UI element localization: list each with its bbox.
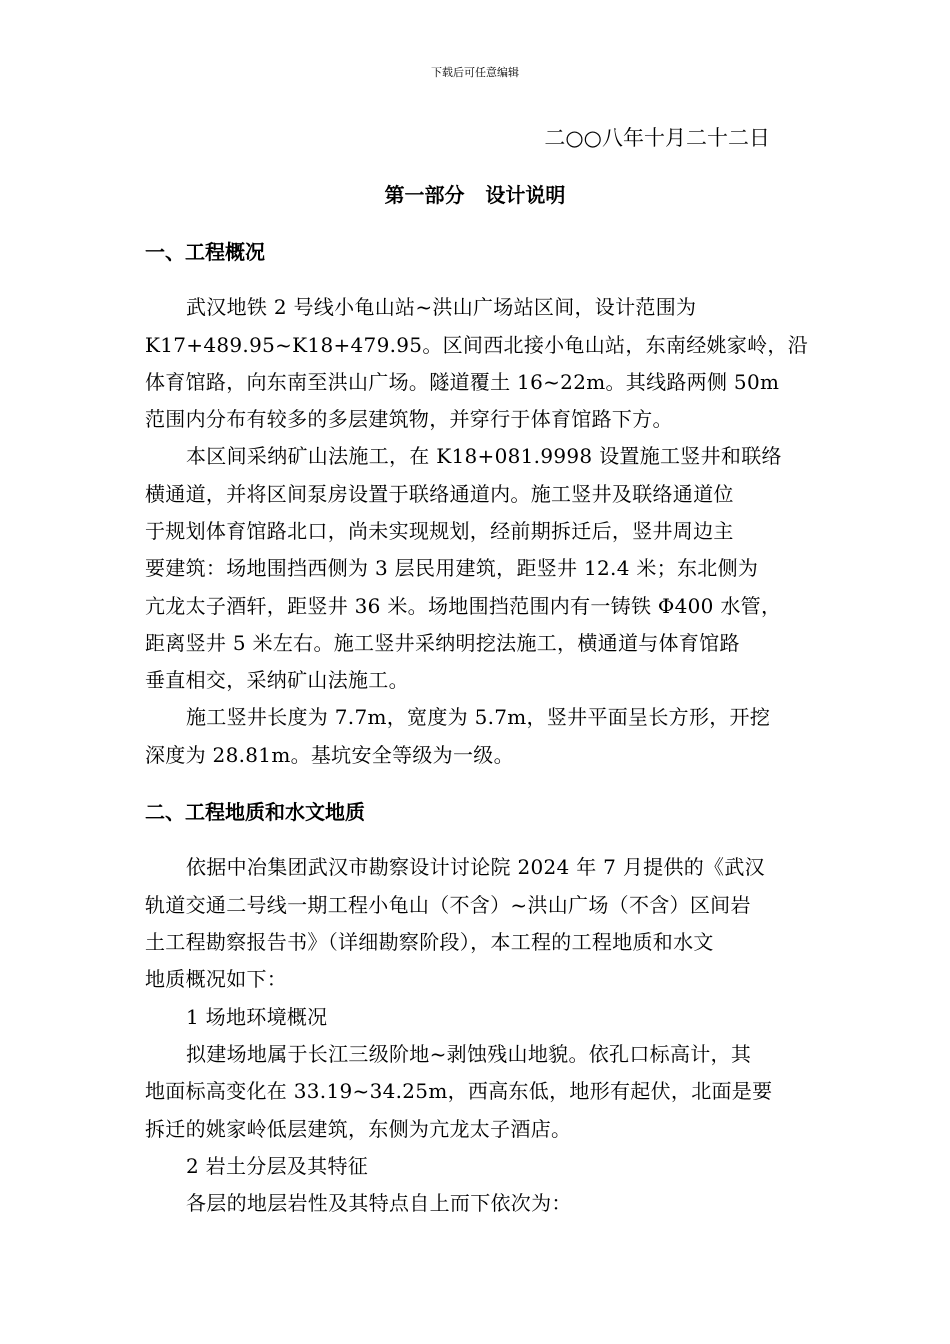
body-line: 体育馆路，向东南至洪山广场。隧道覆土 16~22m。其线路两侧 50m <box>145 370 780 394</box>
body-line: 依据中冶集团武汉市勘察设计讨论院 2024 年 7 月提供的《武汉 <box>186 855 765 879</box>
body-line: 各层的地层岩性及其特点自上而下依次为： <box>186 1191 572 1215</box>
document-date: 二○○八年十月二十二日 <box>544 126 770 150</box>
body-line: 拟建场地属于长江三级阶地~剥蚀残山地貌。依孔口标高计，其 <box>186 1042 752 1066</box>
part-title: 第一部分 设计说明 <box>384 183 566 207</box>
body-line: 横通道，并将区间泵房设置于联络通道内。施工竖井及联络通道位 <box>145 482 734 506</box>
body-line: 亢龙太子酒轩，距竖井 36 米。场地围挡范围内有一铸铁 Φ400 水管， <box>145 594 782 618</box>
section-heading-overview: 一、工程概况 <box>145 240 265 264</box>
section-heading-geology: 二、工程地质和水文地质 <box>145 800 365 824</box>
body-line: 武汉地铁 2 号线小龟山站~洪山广场站区间，设计范围为 <box>186 295 697 319</box>
page-header-note: 下载后可任意编辑 <box>431 66 519 79</box>
body-line: 轨道交通二号线一期工程小龟山（不含）~洪山广场（不含）区间岩 <box>145 893 751 917</box>
subsection-heading: 2 岩土分层及其特征 <box>186 1154 369 1178</box>
body-line: 施工竖井长度为 7.7m，宽度为 5.7m，竖井平面呈长方形，开挖 <box>186 705 771 729</box>
body-line: 拆迁的姚家岭低层建筑，东侧为亢龙太子酒店。 <box>145 1117 572 1141</box>
body-line: 深度为 28.81m。基坑安全等级为一级。 <box>145 743 514 767</box>
body-line: 本区间采纳矿山法施工，在 K18+081.9998 设置施工竖井和联络 <box>186 444 782 468</box>
body-line: 垂直相交，采纳矿山法施工。 <box>145 668 409 692</box>
body-line: 范围内分布有较多的多层建筑物，并穿行于体育馆路下方。 <box>145 407 673 431</box>
subsection-heading: 1 场地环境概况 <box>186 1005 328 1029</box>
body-line: 要建筑：场地围挡西侧为 3 层民用建筑，距竖井 12.4 米；东北侧为 <box>145 556 759 580</box>
body-line: K17+489.95~K18+479.95。区间西北接小龟山站，东南经姚家岭，沿 <box>145 333 809 357</box>
body-line: 于规划体育馆路北口，尚未实现规划，经前期拆迁后，竖井周边主 <box>145 519 734 543</box>
body-line: 距离竖井 5 米左右。施工竖井采纳明挖法施工，横通道与体育馆路 <box>145 631 740 655</box>
body-line: 土工程勘察报告书》（详细勘察阶段），本工程的工程地质和水文 <box>145 930 714 954</box>
body-line: 地质概况如下： <box>145 967 288 991</box>
body-line: 地面标高变化在 33.19~34.25m，西高东低，地形有起伏，北面是要 <box>145 1079 773 1103</box>
